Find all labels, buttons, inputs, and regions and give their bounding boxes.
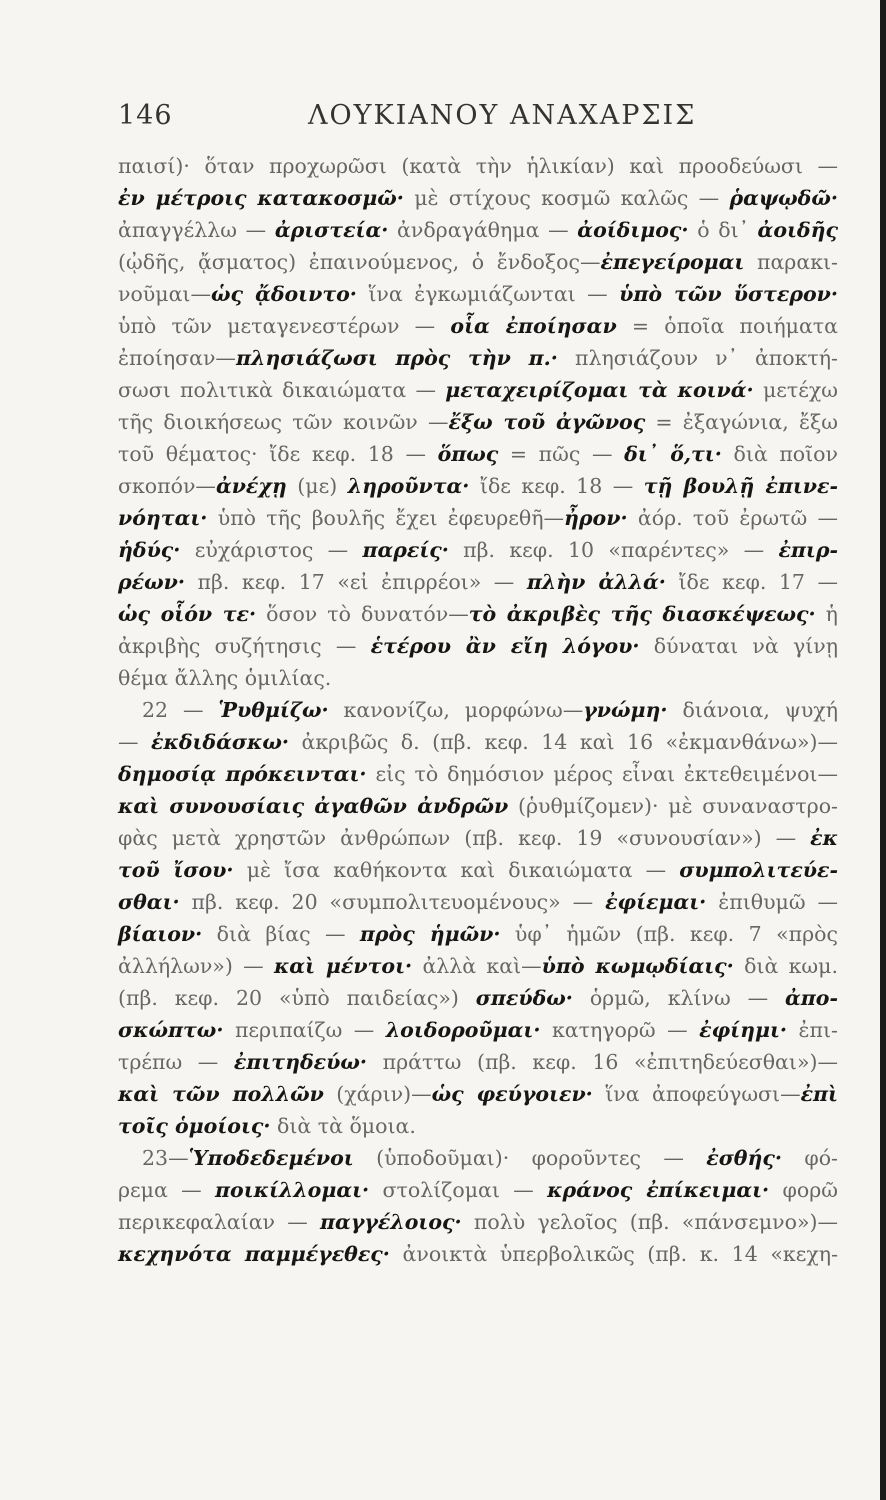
lemma-term: καὶ τῶν πολλῶν — [118, 1082, 324, 1106]
gloss-text: (πβ. κεφ. 20 «ὑπὸ παιδείας») — [118, 986, 476, 1010]
text-line — [118, 598, 838, 630]
gloss-text: ὁ δι᾽ — [688, 218, 758, 242]
text-line — [118, 918, 838, 950]
lemma-term: σπεύδω· — [475, 986, 573, 1010]
gloss-text: ὑφ᾽ ἡμῶν (πβ. κεφ. 7 «πρὸς — [500, 922, 838, 946]
gloss-text: ἀλλὰ καὶ— — [412, 954, 542, 978]
lemma-term: ῥαψῳδῶ· — [729, 186, 838, 210]
gloss-text: εὐχάριστος — — [180, 538, 363, 562]
text-line — [118, 886, 838, 918]
lemma-term: μεταχειρίζομαι τὰ κοινά· — [445, 378, 754, 402]
gloss-text: ρεμα — — [118, 1178, 216, 1202]
gloss-text: ἴδε κεφ. 18 — — [469, 474, 644, 498]
lemma-term: ἀνέχῃ — [215, 474, 287, 498]
gloss-text: διὰ κωμ. — [733, 954, 838, 978]
gloss-text: ἀπαγγέλλω — — [118, 218, 275, 242]
lemma-term: ἀπο- — [785, 986, 838, 1010]
gloss-text: ἐπιθυμῶ — — [706, 890, 838, 914]
lemma-term: πρὸς ἡμῶν· — [359, 922, 501, 946]
gloss-text: νοῦμαι— — [118, 282, 211, 306]
gloss-text: μὲ στίχους κοσμῶ καλῶς — — [403, 186, 730, 210]
gloss-text: τρέπω — — [118, 1050, 234, 1074]
running-title: ΛΟΥΚΙΑΝΟΥ ΑΝΑΧΑΡΣΙΣ — [308, 100, 697, 131]
gloss-text: — — [118, 730, 151, 754]
gloss-text: τοῦ θέματος· ἴδε κεφ. 18 — — [118, 442, 438, 466]
lemma-term: ἀοιδῆς — [757, 218, 838, 242]
gloss-text: ὁρμῶ, κλίνω — — [572, 986, 786, 1010]
gloss-text: κανονίζω, μορφώνω— — [328, 698, 584, 722]
gloss-text: μὲ ἴσα καθήκοντα καὶ δικαιώματα — — [233, 858, 680, 882]
gloss-text: ἀκριβὴς συζήτησις — — [118, 634, 371, 658]
gloss-text: φορῶ — [769, 1178, 838, 1202]
lemma-term: σκώπτω· — [118, 1018, 224, 1042]
gloss-text: ὅσον τὸ δυνατόν— — [256, 602, 469, 626]
gloss-text: ἀνδραγάθημα — — [388, 218, 578, 242]
lemma-term: δημοσίᾳ πρόκεινται· — [118, 762, 367, 786]
lemma-term: ἦρον· — [564, 506, 628, 530]
lemma-term: ἐπιτηδεύω· — [233, 1050, 368, 1074]
text-line — [118, 758, 838, 790]
gloss-text: ἐποίησαν— — [118, 346, 236, 370]
lemma-term: ἐκ — [810, 826, 838, 850]
text-line — [118, 246, 838, 278]
lemma-term: ὑπὸ κωμῳδίαις· — [541, 954, 734, 978]
text-line — [118, 1014, 838, 1046]
gloss-text: ὑπὸ τῆς βουλῆς ἔχει ἐφευρεθῆ— — [207, 506, 565, 530]
gloss-text: φὰς μετὰ χρηστῶν ἀνθρώπων (πβ. κεφ. 19 «συνουσίαν») — — [118, 826, 811, 850]
page-edge-shadow — [880, 0, 886, 1500]
gloss-text: κατηγορῶ — — [540, 1018, 700, 1042]
lemma-term: βίαιον· — [118, 922, 203, 946]
text-line — [118, 566, 838, 598]
text-line — [118, 726, 838, 758]
gloss-text: περικεφαλαίαν — — [118, 1210, 321, 1234]
gloss-text: στολίζομαι — — [369, 1178, 548, 1202]
gloss-text: 22 — — [142, 698, 219, 722]
text-line — [118, 374, 838, 406]
lemma-term: ὡς οἷόν τε· — [118, 602, 257, 626]
text-line — [118, 1238, 838, 1270]
gloss-text: μετέχω — [753, 378, 838, 402]
lemma-term: ἐπὶ — [800, 1082, 838, 1106]
lemma-term: ἀριστεία· — [274, 218, 389, 242]
lemma-term: σθαι· — [118, 890, 180, 914]
lemma-term: πλησιάζωσι πρὸς τὴν π.· — [235, 346, 558, 370]
gloss-text: εἰς τὸ δημόσιον μέρος εἶναι ἐκτεθειμένοι— — [366, 762, 838, 786]
gloss-text: ἀκριβῶς δ. (πβ. κεφ. 14 καὶ 16 «ἐκμανθάνω»)— — [289, 730, 838, 754]
gloss-text: διὰ τὰ ὅμοια. — [270, 1114, 416, 1138]
lemma-term: ὑπὸ τῶν ὕστερον· — [619, 282, 838, 306]
gloss-text: (χάριν)— — [323, 1082, 432, 1106]
text-line — [118, 1206, 838, 1238]
lemma-term: ἐπιρ- — [778, 538, 838, 562]
gloss-text: πβ. κεφ. 20 «συμπολιτευομένους» — — [179, 890, 606, 914]
gloss-text: = πῶς — — [498, 442, 625, 466]
lemma-term: ρέων· — [118, 570, 185, 594]
lemma-term: Ῥυθμίζω· — [218, 698, 329, 722]
lemma-term: ἐν μέτροις κατακοσμῶ· — [118, 186, 404, 210]
text-line — [118, 1142, 838, 1174]
text-line — [118, 534, 838, 566]
gloss-text: δύναται νὰ γίνῃ — [639, 634, 838, 658]
gloss-text: πβ. κεφ. 10 «παρέντες» — — [448, 538, 779, 562]
gloss-text: τῆς διοικήσεως τῶν κοινῶν — — [118, 410, 449, 434]
gloss-text: διὰ βίας — — [202, 922, 360, 946]
text-line — [118, 1046, 838, 1078]
lemma-term: ἑτέρου ἂν εἴη λόγου· — [370, 634, 640, 658]
lemma-term: ὡς ᾄδοιντο· — [210, 282, 357, 306]
gloss-text: ἵνα ἀποφεύγωσι— — [592, 1082, 801, 1106]
lemma-term: ἐσθής· — [706, 1146, 783, 1170]
lemma-term: ἐκδιδάσκω· — [151, 730, 290, 754]
gloss-text: (ᾠδῆς, ᾄσματος) ἐπαινούμενος, ὁ ἔνδοξος— — [118, 250, 601, 274]
lemma-term: καὶ συνουσίαις ἀγαθῶν ἀνδρῶν — [118, 794, 509, 818]
gloss-text: πλησιάζουν ν᾽ ἀποκτή- — [557, 346, 838, 370]
page-header — [118, 100, 818, 140]
gloss-text: ὑπὸ τῶν μεταγενεστέρων — — [118, 314, 451, 338]
commentary-text — [118, 150, 838, 1270]
gloss-text: = ἐξαγώνια, ἔξω — [645, 410, 838, 434]
lemma-term: ὡς φεύγοιεν· — [431, 1082, 593, 1106]
lemma-term: ἐφίεμαι· — [605, 890, 707, 914]
gloss-text: σκοπόν— — [118, 474, 216, 498]
gloss-text: θέμα ἄλλης ὁμιλίας. — [118, 666, 332, 690]
gloss-text: 23— — [142, 1146, 189, 1170]
gloss-text: ἵνα ἐγκωμιάζωνται — — [356, 282, 620, 306]
lemma-term: οἷα ἐποίησαν — [450, 314, 617, 338]
lemma-term: δι᾽ ὅ,τι· — [624, 442, 722, 466]
gloss-text: ἀόρ. τοῦ ἐρωτῶ — — [627, 506, 838, 530]
lemma-term: παγγέλοιος· — [320, 1210, 462, 1234]
gloss-text: πβ. κεφ. 17 «εἰ ἐπιρρέοι» — — [184, 570, 527, 594]
gloss-text: ἴδε κεφ. 17 — — [665, 570, 838, 594]
text-line — [118, 214, 838, 246]
lemma-term: λοιδοροῦμαι· — [385, 1018, 541, 1042]
text-line — [118, 822, 838, 854]
lemma-term: τὸ ἀκριβὲς τῆς διασκέψεως· — [468, 602, 816, 626]
text-line — [118, 502, 838, 534]
gloss-text: πράττω (πβ. κεφ. 16 «ἐπιτηδεύεσθαι»)— — [367, 1050, 838, 1074]
gloss-text: (ῥυθμίζομεν)· μὲ συναναστρο- — [508, 794, 838, 818]
lemma-term: πλὴν ἀλλά· — [526, 570, 666, 594]
gloss-text: περιπαίζω — — [223, 1018, 386, 1042]
text-line — [118, 278, 838, 310]
lemma-term: ληροῦντα· — [347, 474, 470, 498]
text-line — [118, 790, 838, 822]
gloss-text: φό- — [782, 1146, 838, 1170]
gloss-text: ἡ — [815, 602, 838, 626]
lemma-term: ἡδύς· — [118, 538, 181, 562]
text-line — [118, 1174, 838, 1206]
gloss-text: = ὁποῖα ποιήματα — [616, 314, 838, 338]
gloss-text: ἀλλήλων») — — [118, 954, 274, 978]
gloss-text: (με) — [286, 474, 348, 498]
lemma-term: παρείς· — [362, 538, 449, 562]
text-line — [118, 950, 838, 982]
page-number: 146 — [118, 100, 173, 131]
lemma-term: ἐφίημι· — [699, 1018, 788, 1042]
lemma-term: κεχηνότα παμμέγεθες· — [118, 1242, 390, 1266]
gloss-text: (ὑποδοῦμαι)· φοροῦντες — — [353, 1146, 707, 1170]
lemma-term: συμπολιτεύε- — [679, 858, 838, 882]
gloss-text: διάνοια, ψυχή — [667, 698, 838, 722]
lemma-term: τοῦ ἴσου· — [118, 858, 234, 882]
text-line — [118, 406, 838, 438]
text-line — [118, 182, 838, 214]
lemma-term: ἀοίδιμος· — [577, 218, 689, 242]
lemma-term: ἐπεγείρομαι — [600, 250, 745, 274]
lemma-term: ποικίλλομαι· — [215, 1178, 370, 1202]
lemma-term: Ὑποδεδεμένοι — [188, 1146, 354, 1170]
text-line — [118, 1110, 838, 1142]
text-line — [118, 662, 838, 694]
text-line — [118, 982, 838, 1014]
lemma-term: κράνος ἐπίκειμαι· — [547, 1178, 770, 1202]
text-line — [118, 1078, 838, 1110]
text-line — [118, 854, 838, 886]
lemma-term: τῇ βουλῇ ἐπινε- — [643, 474, 838, 498]
text-line — [118, 342, 838, 374]
gloss-text: διὰ ποῖον — [721, 442, 838, 466]
gloss-text: σωσι πολιτικὰ δικαιώματα — — [118, 378, 446, 402]
lemma-term: νόηται· — [118, 506, 208, 530]
gloss-text: ἐπι- — [787, 1018, 838, 1042]
text-line — [118, 630, 838, 662]
text-line — [118, 470, 838, 502]
text-line — [118, 150, 838, 182]
lemma-term: ὅπως — [437, 442, 499, 466]
text-line — [118, 438, 838, 470]
text-line — [118, 694, 838, 726]
lemma-term: γνώμη· — [583, 698, 668, 722]
lemma-term: ἔξω τοῦ ἀγῶνος — [448, 410, 646, 434]
gloss-text: πολὺ γελοῖος (πβ. «πάνσεμνο»)— — [461, 1210, 838, 1234]
gloss-text: παισί)· ὅταν προχωρῶσι (κατὰ τὴν ἡλικίαν) καὶ προοδεύωσι — — [118, 154, 838, 178]
text-line — [118, 310, 838, 342]
gloss-text: παρακι- — [744, 250, 838, 274]
gloss-text: ἀνοικτὰ ὑπερβολικῶς (πβ. κ. 14 «κεχη- — [389, 1242, 838, 1266]
lemma-term: τοῖς ὁμοίοις· — [118, 1114, 271, 1138]
lemma-term: καὶ μέντοι· — [273, 954, 413, 978]
